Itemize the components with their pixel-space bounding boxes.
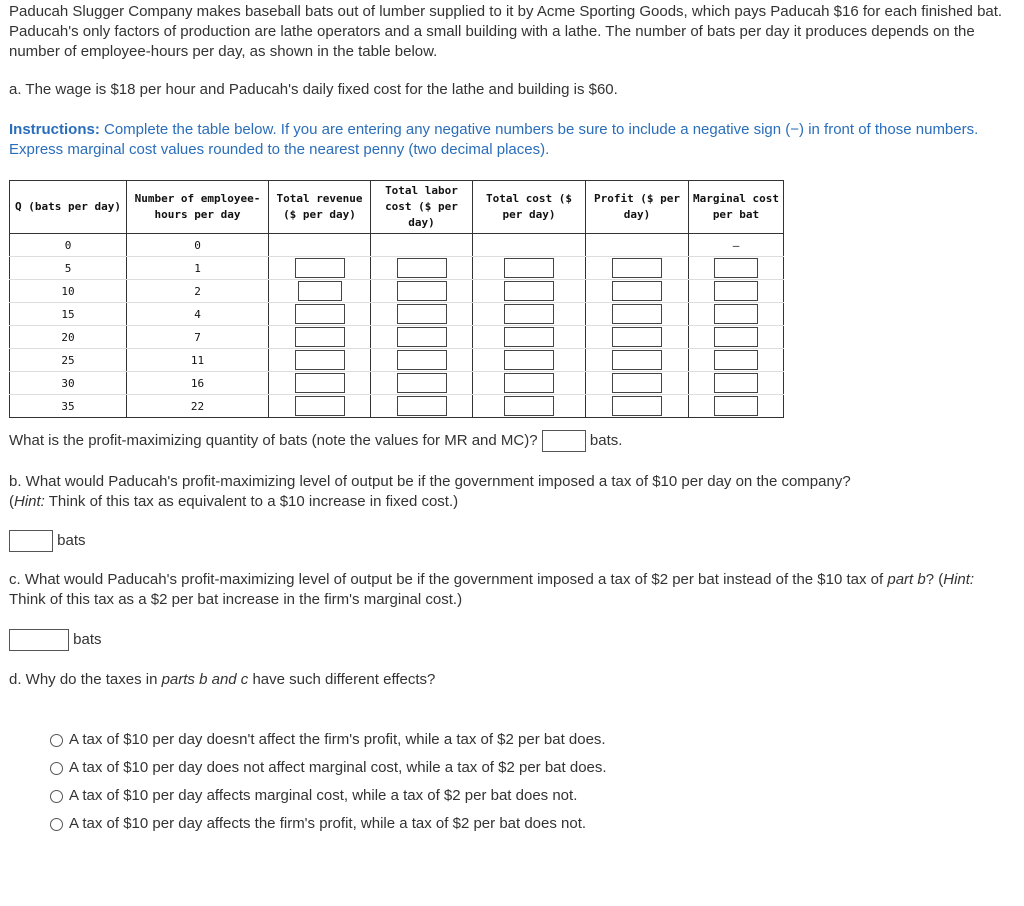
cell-revenue — [269, 372, 371, 395]
cell-revenue — [269, 349, 371, 372]
cell-labor — [371, 257, 473, 280]
cell-q: 10 — [10, 280, 127, 303]
part-c-italic: part b — [887, 571, 926, 588]
table-row — [10, 280, 784, 303]
mc-input[interactable] — [714, 327, 758, 347]
part-b-hint-label: Hint: — [14, 493, 45, 510]
cell-total-cost — [473, 326, 586, 349]
header-total-cost: Total cost ($ per day) — [473, 181, 586, 234]
cell-total-cost — [473, 395, 586, 418]
cell-total-cost — [473, 234, 586, 257]
cell-profit — [586, 326, 689, 349]
part-d-q1: d. Why do the taxes in — [9, 671, 162, 688]
instructions-label: Instructions: — [9, 121, 100, 138]
table-row — [10, 349, 784, 372]
radio-icon[interactable] — [50, 734, 63, 747]
profit-input[interactable] — [612, 327, 662, 347]
cell-profit — [586, 372, 689, 395]
part-c-question: c. What would Paducah's profit-maximizing level of output be if the government imposed a tax of $2 per bat instead of the $10 tax of — [9, 571, 888, 588]
cell-total-cost — [473, 349, 586, 372]
cell-mc — [689, 326, 784, 349]
profit-input[interactable] — [612, 350, 662, 370]
cell-q: 5 — [10, 257, 127, 280]
radio-icon[interactable] — [50, 818, 63, 831]
cell-hours: 4 — [127, 303, 269, 326]
part-b-unit: bats — [57, 531, 86, 549]
cell-mc — [689, 303, 784, 326]
cell-labor — [371, 326, 473, 349]
total-cost-input[interactable] — [504, 304, 554, 324]
cell-hours: 16 — [127, 372, 269, 395]
cell-hours: 11 — [127, 349, 269, 372]
cell-revenue — [269, 303, 371, 326]
question-unit: bats. — [589, 431, 623, 449]
option-1[interactable] — [50, 726, 607, 754]
radio-icon[interactable] — [50, 762, 63, 775]
labor-input[interactable] — [397, 373, 447, 393]
mc-dash: – — [732, 238, 740, 252]
part-c-answer-row — [9, 629, 1009, 651]
intro-paragraph: Paducah Slugger Company makes baseball bats out of lumber supplied to it by Acme Sporting Goods, which pays Paducah $16 for each finished bat. Paducah's only factors of production are lathe operators and a small building with a lathe. The number of bats per day it produces depends on the number of employee-hours per day, as shown in the table below. — [9, 3, 1003, 60]
table-row — [10, 303, 784, 326]
cell-profit — [586, 303, 689, 326]
cell-revenue — [269, 280, 371, 303]
cell-revenue — [269, 234, 371, 257]
table-row — [10, 326, 784, 349]
cell-q: 30 — [10, 372, 127, 395]
instructions-text: Complete the table below. If you are entering any negative numbers be sure to include a negative sign (−) in front of those numbers. Express marginal cost values rounded to the nearest penny (two decimal places). — [9, 121, 979, 158]
part-b-hint: Think of this tax as equivalent to a $10 increase in fixed cost.) — [44, 493, 459, 510]
cell-hours: 22 — [127, 395, 269, 418]
part-d-q2: have such different effects? — [248, 671, 436, 688]
option-label: A tax of $10 per day affects the firm's profit, while a tax of $2 per bat does not. — [69, 815, 587, 832]
total-cost-input[interactable] — [504, 258, 554, 278]
option-label: A tax of $10 per day doesn't affect the firm's profit, while a tax of $2 per bat does. — [69, 731, 606, 748]
profit-input[interactable] — [612, 396, 662, 416]
mc-input[interactable] — [714, 396, 758, 416]
labor-input[interactable] — [397, 396, 447, 416]
total-cost-input[interactable] — [504, 396, 554, 416]
cell-hours: 0 — [127, 234, 269, 257]
cell-q: 15 — [10, 303, 127, 326]
cell-revenue — [269, 257, 371, 280]
labor-input[interactable] — [397, 258, 447, 278]
profit-input[interactable] — [612, 304, 662, 324]
part-b-text: b. What would Paducah's profit-maximizing level of output be if the government imposed a tax of $10 per day on the company? (Hint: Think of this tax as equivalent to a $10 increase in fixed cost.) — [9, 473, 851, 510]
profit-input[interactable] — [612, 258, 662, 278]
cell-profit — [586, 395, 689, 418]
total-cost-input[interactable] — [504, 373, 554, 393]
profit-input[interactable] — [612, 281, 662, 301]
option-2[interactable] — [50, 754, 607, 782]
cost-table — [9, 180, 784, 418]
option-label: A tax of $10 per day affects marginal cost, while a tax of $2 per bat does not. — [69, 787, 578, 804]
labor-input[interactable] — [397, 327, 447, 347]
cell-profit — [586, 280, 689, 303]
mc-input[interactable] — [714, 373, 758, 393]
mc-input[interactable] — [714, 258, 758, 278]
cell-revenue — [269, 395, 371, 418]
total-cost-input[interactable] — [504, 281, 554, 301]
radio-icon[interactable] — [50, 790, 63, 803]
cell-mc — [689, 280, 784, 303]
cell-hours: 7 — [127, 326, 269, 349]
part-c-unit: bats — [73, 630, 102, 648]
cell-labor — [371, 280, 473, 303]
total-cost-input[interactable] — [504, 350, 554, 370]
mc-input[interactable] — [714, 281, 758, 301]
revenue-input[interactable] — [295, 258, 345, 278]
cell-q: 20 — [10, 326, 127, 349]
part-d-options — [50, 726, 607, 838]
option-label: A tax of $10 per day does not affect marginal cost, while a tax of $2 per bat does. — [69, 759, 607, 776]
option-4[interactable] — [50, 810, 607, 838]
part-b-input[interactable] — [9, 530, 53, 552]
mc-input[interactable] — [714, 304, 758, 324]
part-d-text — [9, 670, 1009, 690]
question-profit-max — [9, 430, 1009, 452]
part-a-text: a. The wage is $18 per hour and Paducah's daily fixed cost for the lathe and building is $60. — [9, 81, 618, 98]
cell-revenue — [269, 326, 371, 349]
revenue-input[interactable] — [295, 373, 345, 393]
part-b-answer-row — [9, 530, 1009, 552]
cell-mc — [689, 395, 784, 418]
cell-labor — [371, 234, 473, 257]
header-mc: Marginal cost per bat — [689, 181, 784, 234]
header-revenue: Total revenue ($ per day) — [269, 181, 371, 234]
cell-profit — [586, 257, 689, 280]
cell-mc — [689, 349, 784, 372]
part-b-question: b. What would Paducah's profit-maximizing level of output be if the government imposed a tax of $10 per day on the company? — [9, 473, 851, 490]
table-row — [10, 372, 784, 395]
table-row — [10, 395, 784, 418]
labor-input[interactable] — [397, 350, 447, 370]
cell-mc — [689, 372, 784, 395]
revenue-input[interactable] — [295, 327, 345, 347]
cell-q: 35 — [10, 395, 127, 418]
part-c-text — [9, 570, 1009, 610]
table-row — [10, 234, 784, 257]
mc-input[interactable] — [714, 350, 758, 370]
part-c-hint: Think of this tax as a $2 per bat increase in the firm's marginal cost.) — [9, 591, 463, 608]
cell-total-cost — [473, 303, 586, 326]
revenue-input[interactable] — [295, 350, 345, 370]
part-c-input[interactable] — [9, 629, 69, 651]
option-3[interactable] — [50, 782, 607, 810]
cell-labor — [371, 303, 473, 326]
cell-labor — [371, 395, 473, 418]
cell-hours: 1 — [127, 257, 269, 280]
cell-labor — [371, 349, 473, 372]
cell-profit — [586, 234, 689, 257]
cell-q: 0 — [10, 234, 127, 257]
cell-labor — [371, 372, 473, 395]
cell-profit — [586, 349, 689, 372]
header-q: Q (bats per day) — [10, 181, 127, 234]
part-c-q2: ? ( — [925, 571, 944, 588]
part-d-italic: parts b and c — [161, 671, 249, 688]
profit-max-quantity-input[interactable] — [542, 430, 586, 452]
cell-mc — [689, 257, 784, 280]
instructions — [9, 120, 1009, 160]
cell-total-cost — [473, 280, 586, 303]
revenue-input[interactable] — [295, 396, 345, 416]
question-text: What is the profit-maximizing quantity of bats (note the values for MR and MC)? — [9, 431, 538, 449]
cell-mc — [689, 234, 784, 257]
revenue-input[interactable] — [298, 281, 342, 301]
labor-input[interactable] — [397, 304, 447, 324]
header-hours: Number of employee-hours per day — [127, 181, 269, 234]
header-profit: Profit ($ per day) — [586, 181, 689, 234]
part-c-hint-label: Hint: — [943, 571, 975, 588]
cell-total-cost — [473, 257, 586, 280]
profit-input[interactable] — [612, 373, 662, 393]
total-cost-input[interactable] — [504, 327, 554, 347]
header-labor: Total labor cost ($ per day) — [371, 181, 473, 234]
labor-input[interactable] — [397, 281, 447, 301]
table-row — [10, 257, 784, 280]
cell-hours: 2 — [127, 280, 269, 303]
revenue-input[interactable] — [295, 304, 345, 324]
cell-total-cost — [473, 372, 586, 395]
cell-q: 25 — [10, 349, 127, 372]
